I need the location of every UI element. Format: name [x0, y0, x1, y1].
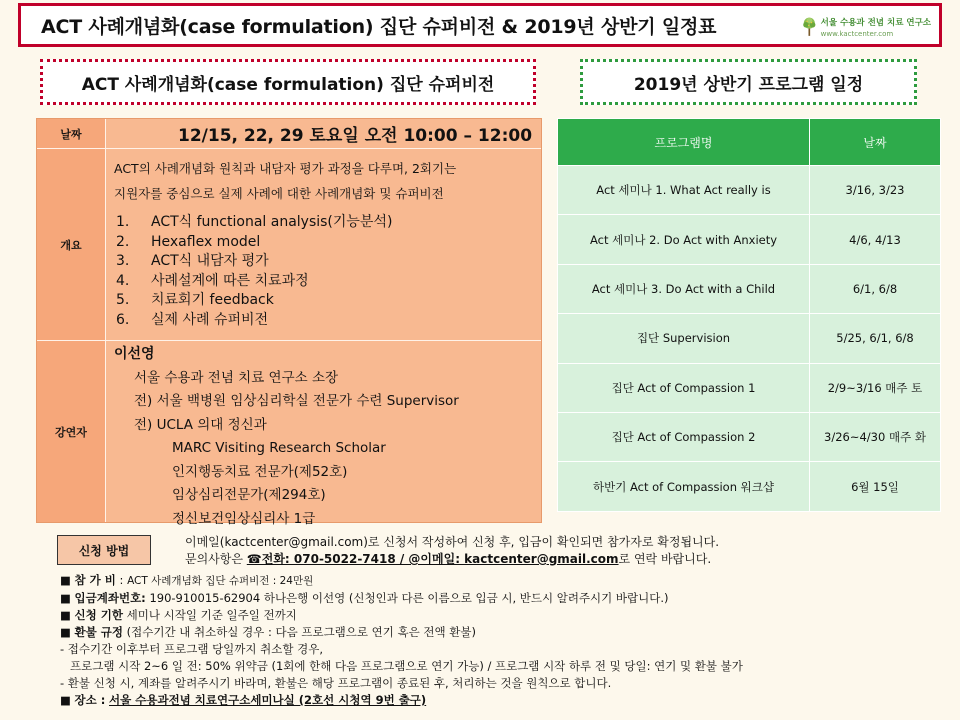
table-header-row: [558, 119, 941, 166]
place-line: ■ 장소 : 서울 수용과전념 치료연구소세미나실 (2호선 시청역 9번 출구): [60, 693, 427, 707]
overview-list: [114, 213, 533, 330]
page-title: ACT 사례개념화(case formulation) 집단 슈퍼비전 & 2019년 상반기 일정표: [41, 15, 717, 38]
refund-line-4: - 환불 신청 시, 계좌를 알려주시기 바라며, 환불은 해당 프로그램이 종료된 후, 처리하는 것을 원칙으로 합니다.: [60, 676, 612, 690]
overview-intro-2: 지원자를 중심으로 실제 사례에 대한 사례개념화 및 슈퍼비전: [114, 186, 444, 201]
date-label: 날짜: [37, 119, 106, 148]
program-cell: 하반기 Act of Compassion 워크샵: [558, 462, 810, 511]
table-row: [558, 215, 941, 264]
date-cell: 3/26~4/30 매주 화: [810, 412, 941, 461]
table-row: [558, 264, 941, 313]
date-value: 12/15, 22, 29 토요일 오전 10:00 – 12:00: [178, 126, 533, 146]
title-bar: [18, 3, 942, 47]
program-cell: Act 세미나 1. What Act really is: [558, 166, 810, 215]
apply-panel: [37, 525, 907, 575]
speaker-sub-line: 인지행동치료 전문가(제52호): [172, 463, 348, 480]
logo: [801, 8, 931, 46]
supervision-heading: ACT 사례개념화(case formulation) 집단 슈퍼비전: [40, 59, 536, 105]
speaker-sub-line: 임상심리전문가(제294호): [172, 487, 326, 503]
date-cell: 4/6, 4/13: [810, 215, 941, 264]
speaker-name: 이선영: [114, 346, 155, 362]
details-section: [60, 572, 940, 709]
table-row: [558, 166, 941, 215]
overview-label: 개요: [37, 149, 106, 340]
overview-row: [37, 149, 541, 341]
date-cell: 6월 15일: [810, 462, 941, 511]
speaker-label: 강연자: [37, 341, 106, 522]
table-row: [558, 412, 941, 461]
refund-line: ■ 환불 규정 (접수기간 내 취소하실 경우 : 다음 프로그램으로 연기 혹은 전액 환불): [60, 625, 476, 639]
date-cell: 3/16, 3/23: [810, 166, 941, 215]
refund-line-2: - 접수기간 이후부터 프로그램 당일까지 취소할 경우,: [60, 642, 324, 656]
deadline-line: ■ 신청 기한 세미나 시작일 기준 일주일 전까지: [60, 608, 297, 622]
date-row: [37, 119, 541, 149]
table-row: [558, 363, 941, 412]
table-row: [558, 314, 941, 363]
list-item: 2. Hexaflex model: [116, 233, 261, 250]
speaker-line: 전) 서울 백병원 임상심리학실 전문가 수련 Supervisor: [134, 393, 459, 409]
tree-icon: [801, 9, 818, 45]
logo-name: 서울 수용과 전념 치료 연구소: [820, 18, 931, 28]
schedule-heading: 2019년 상반기 프로그램 일정: [580, 59, 917, 105]
apply-line-1: 이메일(kactcenter@gmail.com)로 신청서 작성하여 신청 후, 입금이 확인되면 참가자로 확정됩니다.: [185, 535, 720, 549]
schedule-table: [557, 118, 941, 512]
supervision-table: [36, 118, 542, 527]
apply-line-2: 문의사항은 ☎전화: 070-5022-7418 / @이메일: kactcenter@gmail.com로 연락 바랍니다.: [185, 552, 712, 566]
fee-line: ■ 참 가 비 : ACT 사례개념화 집단 슈퍼비전 : 24만원: [60, 573, 314, 587]
overview-intro-1: ACT의 사례개념화 원칙과 내담자 평가 과정을 다루며, 2회기는: [114, 161, 457, 176]
refund-line-3: 프로그램 시작 2~6 일 전: 50% 위약금 (1회에 한해 다음 프로그램으로 연기 가능) / 프로그램 시작 하루 전 및 당일: 연기 및 환불 불가: [70, 659, 743, 673]
list-item: 6. 실제 사례 슈퍼비전: [116, 311, 269, 328]
list-item: 4. 사례설계에 따른 치료과정: [116, 272, 309, 289]
apply-label: 신청 방법: [57, 535, 151, 565]
speaker-line: 전) UCLA 의대 정신과: [134, 416, 267, 433]
program-cell: 집단 Act of Compassion 1: [558, 363, 810, 412]
date-cell: 5/25, 6/1, 6/8: [810, 314, 941, 363]
program-cell: Act 세미나 3. Do Act with a Child: [558, 264, 810, 313]
speaker-line: 서울 수용과 전념 치료 연구소 소장: [134, 369, 339, 386]
list-item: 5. 치료회기 feedback: [116, 292, 274, 308]
list-item: 1. ACT식 functional analysis(기능분석): [116, 214, 393, 230]
program-cell: 집단 Supervision: [558, 314, 810, 363]
account-line: ■ 입금계좌번호: 190-910015-62904 하나은행 이선영 (신청인과 다른 이름으로 입금 시, 반드시 알려주시기 바랍니다.): [60, 591, 669, 605]
speaker-sub-line: MARC Visiting Research Scholar: [172, 440, 386, 456]
list-item: 3. ACT식 내담자 평가: [116, 253, 269, 269]
speaker-sub-line: 정신보건임상심리사 1급: [172, 510, 316, 527]
date-cell: 6/1, 6/8: [810, 264, 941, 313]
program-cell: Act 세미나 2. Do Act with Anxiety: [558, 215, 810, 264]
col-program-header: 프로그램명: [558, 119, 810, 166]
logo-url: www.kactcenter.com: [820, 30, 894, 38]
speaker-row: [37, 341, 541, 527]
program-cell: 집단 Act of Compassion 2: [558, 412, 810, 461]
contact-info[interactable]: ☎전화: 070-5022-7418 / @이메일: kactcenter@gmail.com: [246, 552, 619, 566]
col-date-header: 날짜: [810, 119, 941, 166]
table-row: [558, 462, 941, 511]
date-cell: 2/9~3/16 매주 토: [810, 363, 941, 412]
